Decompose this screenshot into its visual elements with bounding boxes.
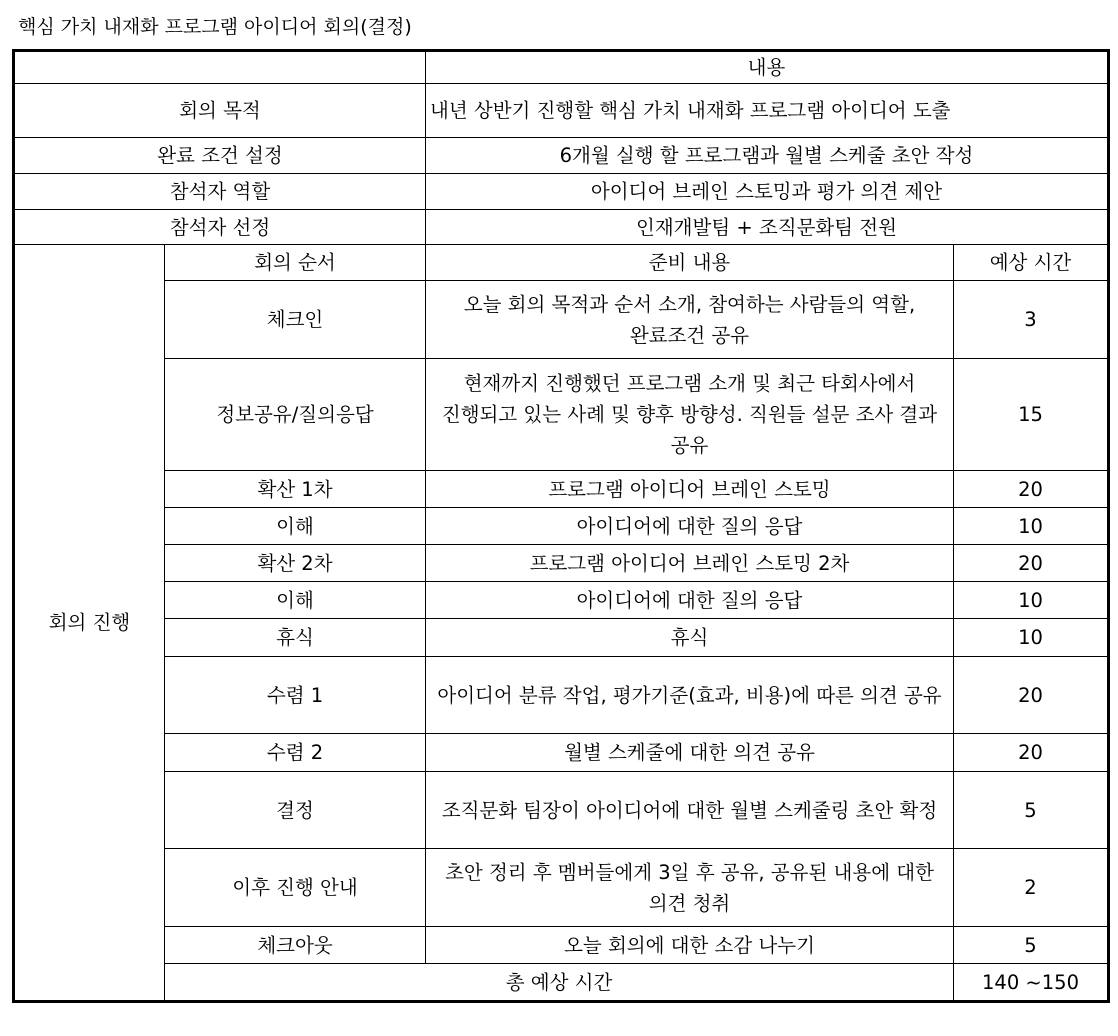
step-prep: 조직문화 팀장이 아이디어에 대한 월별 스케줄링 초안 확정 [426, 772, 954, 849]
col-header-prep: 준비 내용 [426, 245, 954, 281]
step-time: 3 [954, 281, 1109, 359]
step-order: 이해 [165, 582, 426, 619]
step-order: 결정 [165, 772, 426, 849]
row-value: 6개월 실행 할 프로그램과 월별 스케줄 초안 작성 [426, 138, 1109, 174]
progress-section-label: 회의 진행 [14, 245, 165, 1002]
step-time: 20 [954, 657, 1109, 734]
table-row [14, 772, 1109, 849]
step-prep: 오늘 회의 목적과 순서 소개, 참여하는 사람들의 역할, 완료조건 공유 [426, 281, 954, 359]
row-label: 참석자 선정 [14, 210, 426, 245]
step-time: 10 [954, 582, 1109, 619]
step-prep: 아이디어 분류 작업, 평가기준(효과, 비용)에 따른 의견 공유 [426, 657, 954, 734]
step-time: 15 [954, 359, 1109, 471]
step-order: 확산 2차 [165, 545, 426, 582]
table-row [14, 582, 1109, 619]
step-order: 정보공유/질의응답 [165, 359, 426, 471]
row-label: 회의 목적 [14, 84, 426, 138]
table-row [14, 734, 1109, 772]
step-order: 이해 [165, 508, 426, 545]
step-order: 휴식 [165, 619, 426, 657]
step-time: 10 [954, 619, 1109, 657]
step-order: 수렴 1 [165, 657, 426, 734]
step-time: 10 [954, 508, 1109, 545]
step-time: 5 [954, 772, 1109, 849]
step-prep: 프로그램 아이디어 브레인 스토밍 [426, 471, 954, 508]
row-label: 참석자 역할 [14, 174, 426, 210]
table-row [14, 508, 1109, 545]
step-time: 2 [954, 849, 1109, 927]
row-value: 내년 상반기 진행할 핵심 가치 내재화 프로그램 아이디어 도출 [426, 84, 1109, 138]
table-row [14, 210, 1109, 245]
step-order: 체크아웃 [165, 927, 426, 964]
table-row [14, 849, 1109, 927]
step-prep: 휴식 [426, 619, 954, 657]
row-value: 아이디어 브레인 스토밍과 평가 의견 제안 [426, 174, 1109, 210]
row-label: 완료 조건 설정 [14, 138, 426, 174]
step-prep: 초안 정리 후 멤버들에게 3일 후 공유, 공유된 내용에 대한 의견 청취 [426, 849, 954, 927]
step-time: 20 [954, 471, 1109, 508]
table-row [14, 619, 1109, 657]
table-row [14, 927, 1109, 964]
table-row [14, 657, 1109, 734]
step-order: 체크인 [165, 281, 426, 359]
header-empty-cell [14, 51, 426, 84]
header-content-cell: 내용 [426, 51, 1109, 84]
table-row [14, 138, 1109, 174]
meeting-plan-table [12, 49, 1110, 1003]
table-row [14, 545, 1109, 582]
step-prep: 오늘 회의에 대한 소감 나누기 [426, 927, 954, 964]
step-time: 20 [954, 545, 1109, 582]
total-row [14, 964, 1109, 1002]
table-row [14, 84, 1109, 138]
step-order: 확산 1차 [165, 471, 426, 508]
table-row [14, 359, 1109, 471]
step-order: 이후 진행 안내 [165, 849, 426, 927]
step-time: 5 [954, 927, 1109, 964]
total-value: 140 ~150 [954, 964, 1109, 1002]
row-value: 인재개발팀 + 조직문화팀 전원 [426, 210, 1109, 245]
progress-header-row [14, 245, 1109, 281]
table-row [14, 471, 1109, 508]
step-prep: 현재까지 진행했던 프로그램 소개 및 최근 타회사에서 진행되고 있는 사례 및 향후 방향성. 직원들 설문 조사 결과 공유 [426, 359, 954, 471]
table-row [14, 174, 1109, 210]
document-title: 핵심 가치 내재화 프로그램 아이디어 회의(결정) [18, 16, 412, 38]
total-label: 총 예상 시간 [165, 964, 954, 1002]
header-row [14, 51, 1109, 84]
step-prep: 월별 스케줄에 대한 의견 공유 [426, 734, 954, 772]
step-order: 수렴 2 [165, 734, 426, 772]
table-row [14, 281, 1109, 359]
step-prep: 아이디어에 대한 질의 응답 [426, 582, 954, 619]
col-header-time: 예상 시간 [954, 245, 1109, 281]
col-header-order: 회의 순서 [165, 245, 426, 281]
step-time: 20 [954, 734, 1109, 772]
step-prep: 아이디어에 대한 질의 응답 [426, 508, 954, 545]
step-prep: 프로그램 아이디어 브레인 스토밍 2차 [426, 545, 954, 582]
